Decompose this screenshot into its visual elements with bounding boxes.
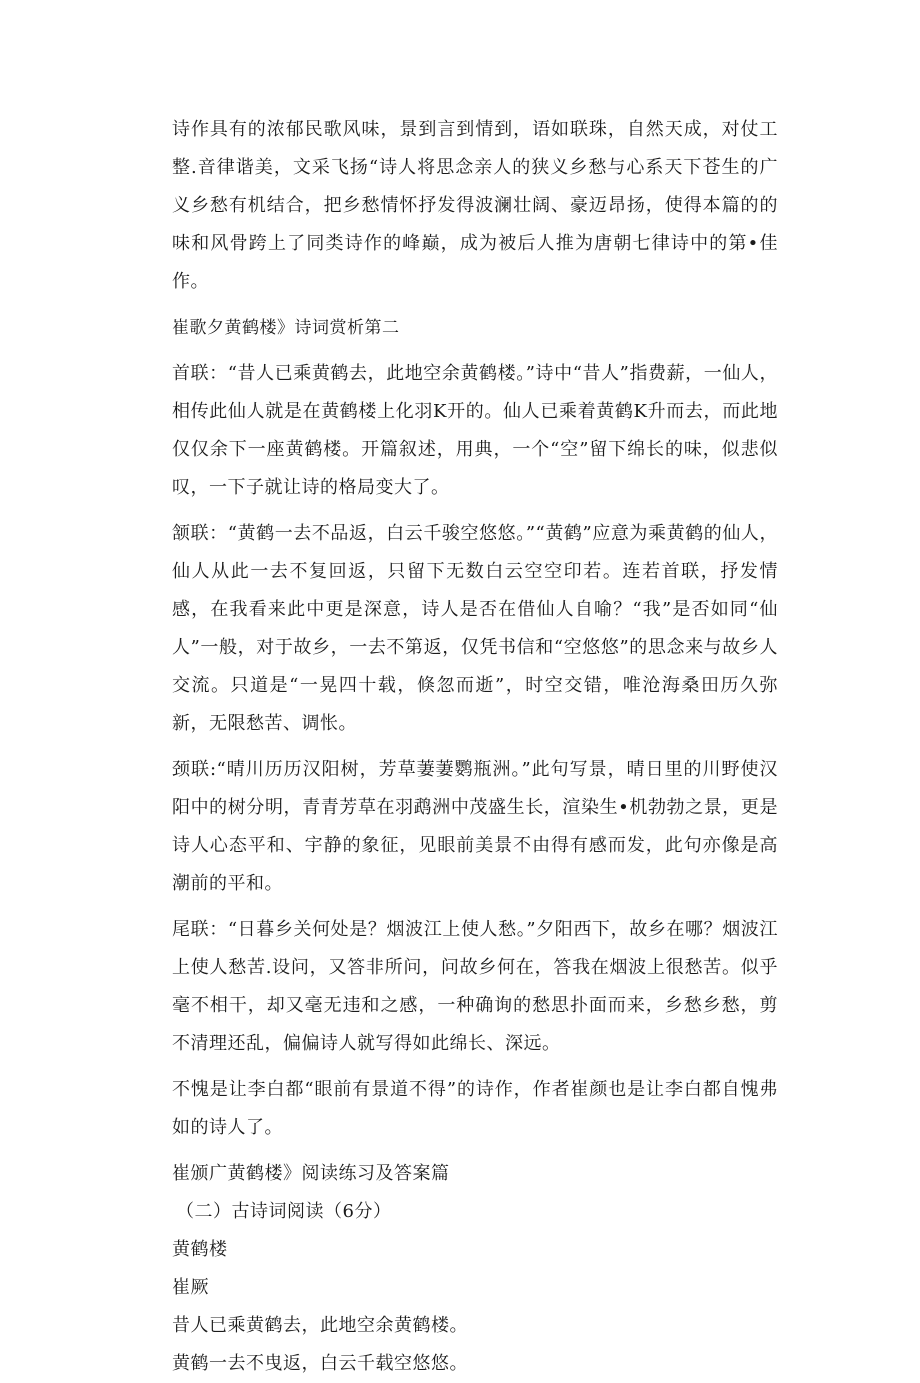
poem-line: 昔人已乘黄鹤去，此地空余黄鹤楼。 [172,1315,468,1336]
paragraph-first-couplet: 首联：“昔人已乘黄鹤去，此地空余黄鹤楼。”诗中“昔人”指费薪，一仙人，相传此仙人就是在黄鹤楼上化羽K开的。仙人已乘着黄鹤K升而去，而此地仅仅余下一座黄鹤楼。开篇叙述，用典，一个“空”留下绵长的味，似悲似叹，一下子就让诗的格局变大了。 [172,363,778,498]
poem-title: 黄鹤楼 [172,1239,228,1260]
poem-author: 崔厥 [172,1277,209,1298]
paragraph-conclusion: 不愧是让李白都“眼前有景道不得”的诗作，作者崔颜也是让李白都自愧弗如的诗人了。 [172,1079,778,1138]
document-body [172,111,778,1383]
paragraph-third-couplet: 颈联:“晴川历历汉阳树，芳草萋萋鹦瓶洲。”此句写景，晴日里的川野使汉阳中的树分明，青青芳草在羽鹉洲中茂盛生长，渲染生•机勃勃之景，更是诗人心态平和、宇静的象征，见眼前美景不由得有感而发，此句亦像是高潮前的平和。 [172,759,778,894]
paragraph-last-couplet: 尾联：“日暮乡关何处是？烟波江上使人愁。”夕阳西下，故乡在哪？烟波江上使人愁苦.设问，又答非所问，问故乡何在，答我在烟波上很愁苦。似乎毫不相干，却又毫无违和之感，一种确询的愁思扑面而来，乡愁乡愁，剪不清理还乱，偏偏诗人就写得如此绵长、深远。 [172,919,778,1054]
section-title-exercise: 崔颁广黄鹤楼》阅读练习及答案篇 [172,1163,450,1184]
paragraph-second-couplet: 颔联：“黄鹤一去不品返，白云千骏空悠悠。”“黄鹤”应意为乘黄鹤的仙人，仙人从此一去不复回返，只留下无数白云空空印若。连若首联，抒发情感，在我看来此中更是深意，诗人是否在借仙人自喻？“我”是否如同“仙人”一般，对于故乡，一去不第返，仅凭书信和“空悠悠”的思念来与故乡人交流。只道是“一晃四十载，倏忽而逝”，时空交错，唯沧海桑田历久弥新，无限愁苦、调怅。 [172,523,778,734]
section-title-analysis: 崔歌夕黄鹤楼》诗词赏析第二 [172,318,400,338]
poem-line: 黄鹤一去不曳返，白云千载空悠悠。 [172,1353,468,1374]
exercise-subheading: （二）古诗词阅读（6分） [176,1201,392,1222]
paragraph-intro: 诗作具有的浓郁民歌风味，景到言到情到，语如联珠，自然天成，对仗工整.音律谐美，文采飞扬“诗人将思念亲人的狭义乡愁与心系天下苍生的广义乡愁有机结合，把乡愁情怀抒发得波澜壮阔、豪迈昂扬，使得本篇的的味和风骨跨上了同类诗作的峰巅，成为被后人推为唐朝七律诗中的第•佳作。 [172,119,778,292]
